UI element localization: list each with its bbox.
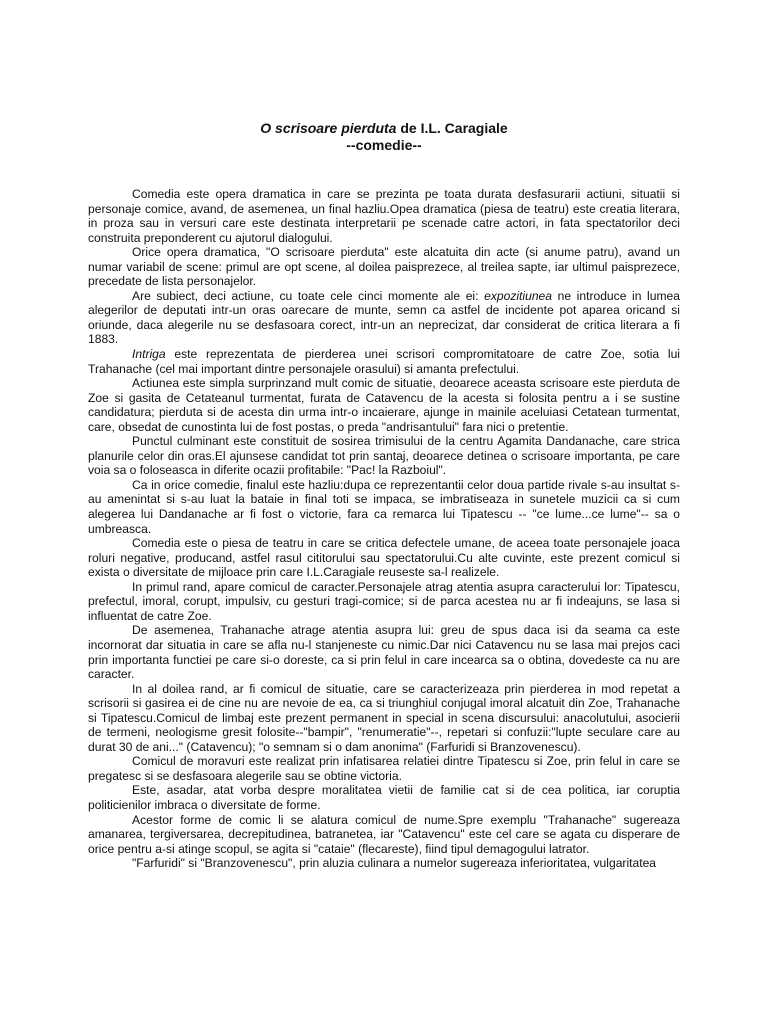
paragraph <box>88 856 680 871</box>
document-body <box>88 187 680 871</box>
paragraph-text: "Farfuridi" si "Branzovenescu", prin aluzia culinara a numelor sugereaza inferioritatea, vulgaritatea <box>132 856 657 871</box>
paragraph <box>88 536 680 580</box>
paragraph <box>88 187 680 245</box>
paragraph <box>88 478 680 536</box>
paragraph <box>88 347 680 376</box>
title-italic: O scrisoare pierduta <box>260 120 397 136</box>
paragraph <box>88 754 680 783</box>
paragraph-text: Comedia este o piesa de teatru in care se critica defectele umane, de aceea toate personajele joaca roluri negative, producand, astfel rasul cititorului sau spectatorului.Cu alte cuvinte, este prezent comicul si exista o diversitate de mijloace prin care I.L.Caragiale reuseste sa-l realizele. <box>88 536 680 580</box>
title-author: de I.L. Caragiale <box>396 120 508 136</box>
paragraph-text: Punctul culminant este constituit de sosirea trimisului de la centru Agamita Dandanache, care strica planurile celor din oras.El ajunsese candidat tot prin santaj, deoarece detinea o scrisoare importanta, pe care voia sa o foloseasca in diferite ocazii profitabile: "Pac! la Razboiul". <box>88 434 680 478</box>
paragraph-text: este reprezentata de pierderea unei scrisori compromitatoare de catre Zoe, sotia lui Trahanache (cel mai important dintre personajele orasului) si amanta prefectului. <box>88 347 680 376</box>
paragraph-text: Acestor forme de comic li se alatura comicul de nume.Spre exemplu "Trahanache" sugereaza amanarea, tergiversarea, decrepitudinea, batranetea, iar "Catavencu" este cel care se agata cu disperare de orice pentru a-si atinge scopul, se agita si "cataie" (flecareste), fiind tipul demagogului latrator. <box>88 812 680 856</box>
paragraph-emphasis: Intriga <box>132 347 166 362</box>
paragraph <box>88 623 680 681</box>
paragraph <box>88 580 680 624</box>
paragraph <box>88 376 680 434</box>
paragraph <box>88 245 680 289</box>
paragraph-text: Are subiect, deci actiune, cu toate cele cinci momente ale ei: <box>132 288 485 303</box>
paragraph-text: Comedia este opera dramatica in care se prezinta pe toata durata desfasurarii actiuni, situatii si personaje comice, avand, de asemenea, un final hazliu.Opea dramatica (piesa de teatru) este creatia literara, in proza sau in versuri care este destinata interpretarii pe scenade catre actori, in fata spectatorilor deci construita preponderent cu ajutorul dialogului. <box>88 187 680 245</box>
paragraph <box>88 783 680 812</box>
document-subtitle: --comedie-- <box>346 137 422 153</box>
paragraph <box>88 289 680 347</box>
paragraph-text: Ca in orice comedie, finalul este hazliu:dupa ce reprezentantii celor doua partide rivale s-au insultat s-au amenintat si s-au luat la bataie in final toti se impaca, se imbratiseaza in sunetele muzicii ca si cum alegerea lui Dandanache ar fi fost o victorie, fara ca remarca lui Tipatescu -- "ce lume...ce lume"-- sa o umbreasca. <box>88 477 680 536</box>
paragraph <box>88 813 680 857</box>
paragraph-text: ne introduce in lumea alegerilor de deputati intr-un oras oarecare de munte, semn ca astfel de incidente pot aparea oricand si oriunde, daca alegerile nu se desfasoara corect, intr-un an neprecizat, dar considerat de critica literara a fi 1883. <box>88 288 680 347</box>
paragraph <box>88 434 680 478</box>
paragraph-text: In al doilea rand, ar fi comicul de situatie, care se caracterizeaza prin pierderea in mod repetat a scrisorii si gasirea ei de cine nu are nevoie de ea, ca si triunghiul conjugal imoral alcatuit din Zoe, Trahanache si Tipatescu.Comicul de limbaj este prezent permanent in special in scena discursului: anacolutului, asocierii de termeni, neologisme gresit folosite--"bampir", "renumeratie"--, repetari si confuzii:"lupte seculare care au durat 30 de ani..." (Catavencu); "o semnam si o dam anonima" (Farfuridi si Branzovenescu). <box>88 681 680 754</box>
paragraph-text: Este, asadar, atat vorba despre moralitatea vietii de familie cat si de cea politica, iar coruptia politicienilor imbraca o diversitate de forme. <box>88 783 680 812</box>
paragraph-emphasis: expozitiunea <box>484 288 553 303</box>
paragraph-text: Comicul de moravuri este realizat prin infatisarea relatiei dintre Tipatescu si Zoe, prin felul in care se pregatesc si se desfasoara alegerile sau se obtine victoria. <box>88 754 680 783</box>
paragraph <box>88 682 680 755</box>
document-title <box>88 120 680 137</box>
paragraph-text: Orice opera dramatica, "O scrisoare pierduta" este alcatuita din acte (si anume patru), avand un numar variabil de scene: primul are opt scene, al doilea paisprezece, al treilea sapte, iar ultimul paisprezece, precedate de lista personajelor. <box>88 245 680 289</box>
paragraph-text: De asemenea, Trahanache atrage atentia asupra lui: greu de spus daca isi da seama ca este incornorat dar situatia in care se afla nu-l stanjeneste cu nimic.Dar nici Catavencu nu se lasa mai prejos caci prin importanta functiei pe care si-o doreste, ca si prin felul in care incearca sa o obtina, dovedeste ca nu are caracter. <box>88 623 680 682</box>
paragraph-text: In primul rand, apare comicul de caracter.Personajele atrag atentia asupra caracterului lor: Tipatescu, prefectul, imoral, corupt, impulsiv, cu gesturi tragi-comice; si de parca acestea nu ar fi indeajuns, se lasa si influentat de catre Zoe. <box>88 579 680 623</box>
paragraph-text: Actiunea este simpla surprinzand mult comic de situatie, deoarece aceasta scrisoare este pierduta de Zoe si gasita de Cetateanul turmentat, furata de Catavencu de la acesta si folosita pentru a i se sustine candidatura; pierduta si de acesta din urma intr-o incaierare, ajunge in mainile aceluiasi Cetatean turmentat, care, obsedat de cunostinta lui de fost postas, o preda "andrisantului" fara nici o pretentie. <box>88 376 680 434</box>
